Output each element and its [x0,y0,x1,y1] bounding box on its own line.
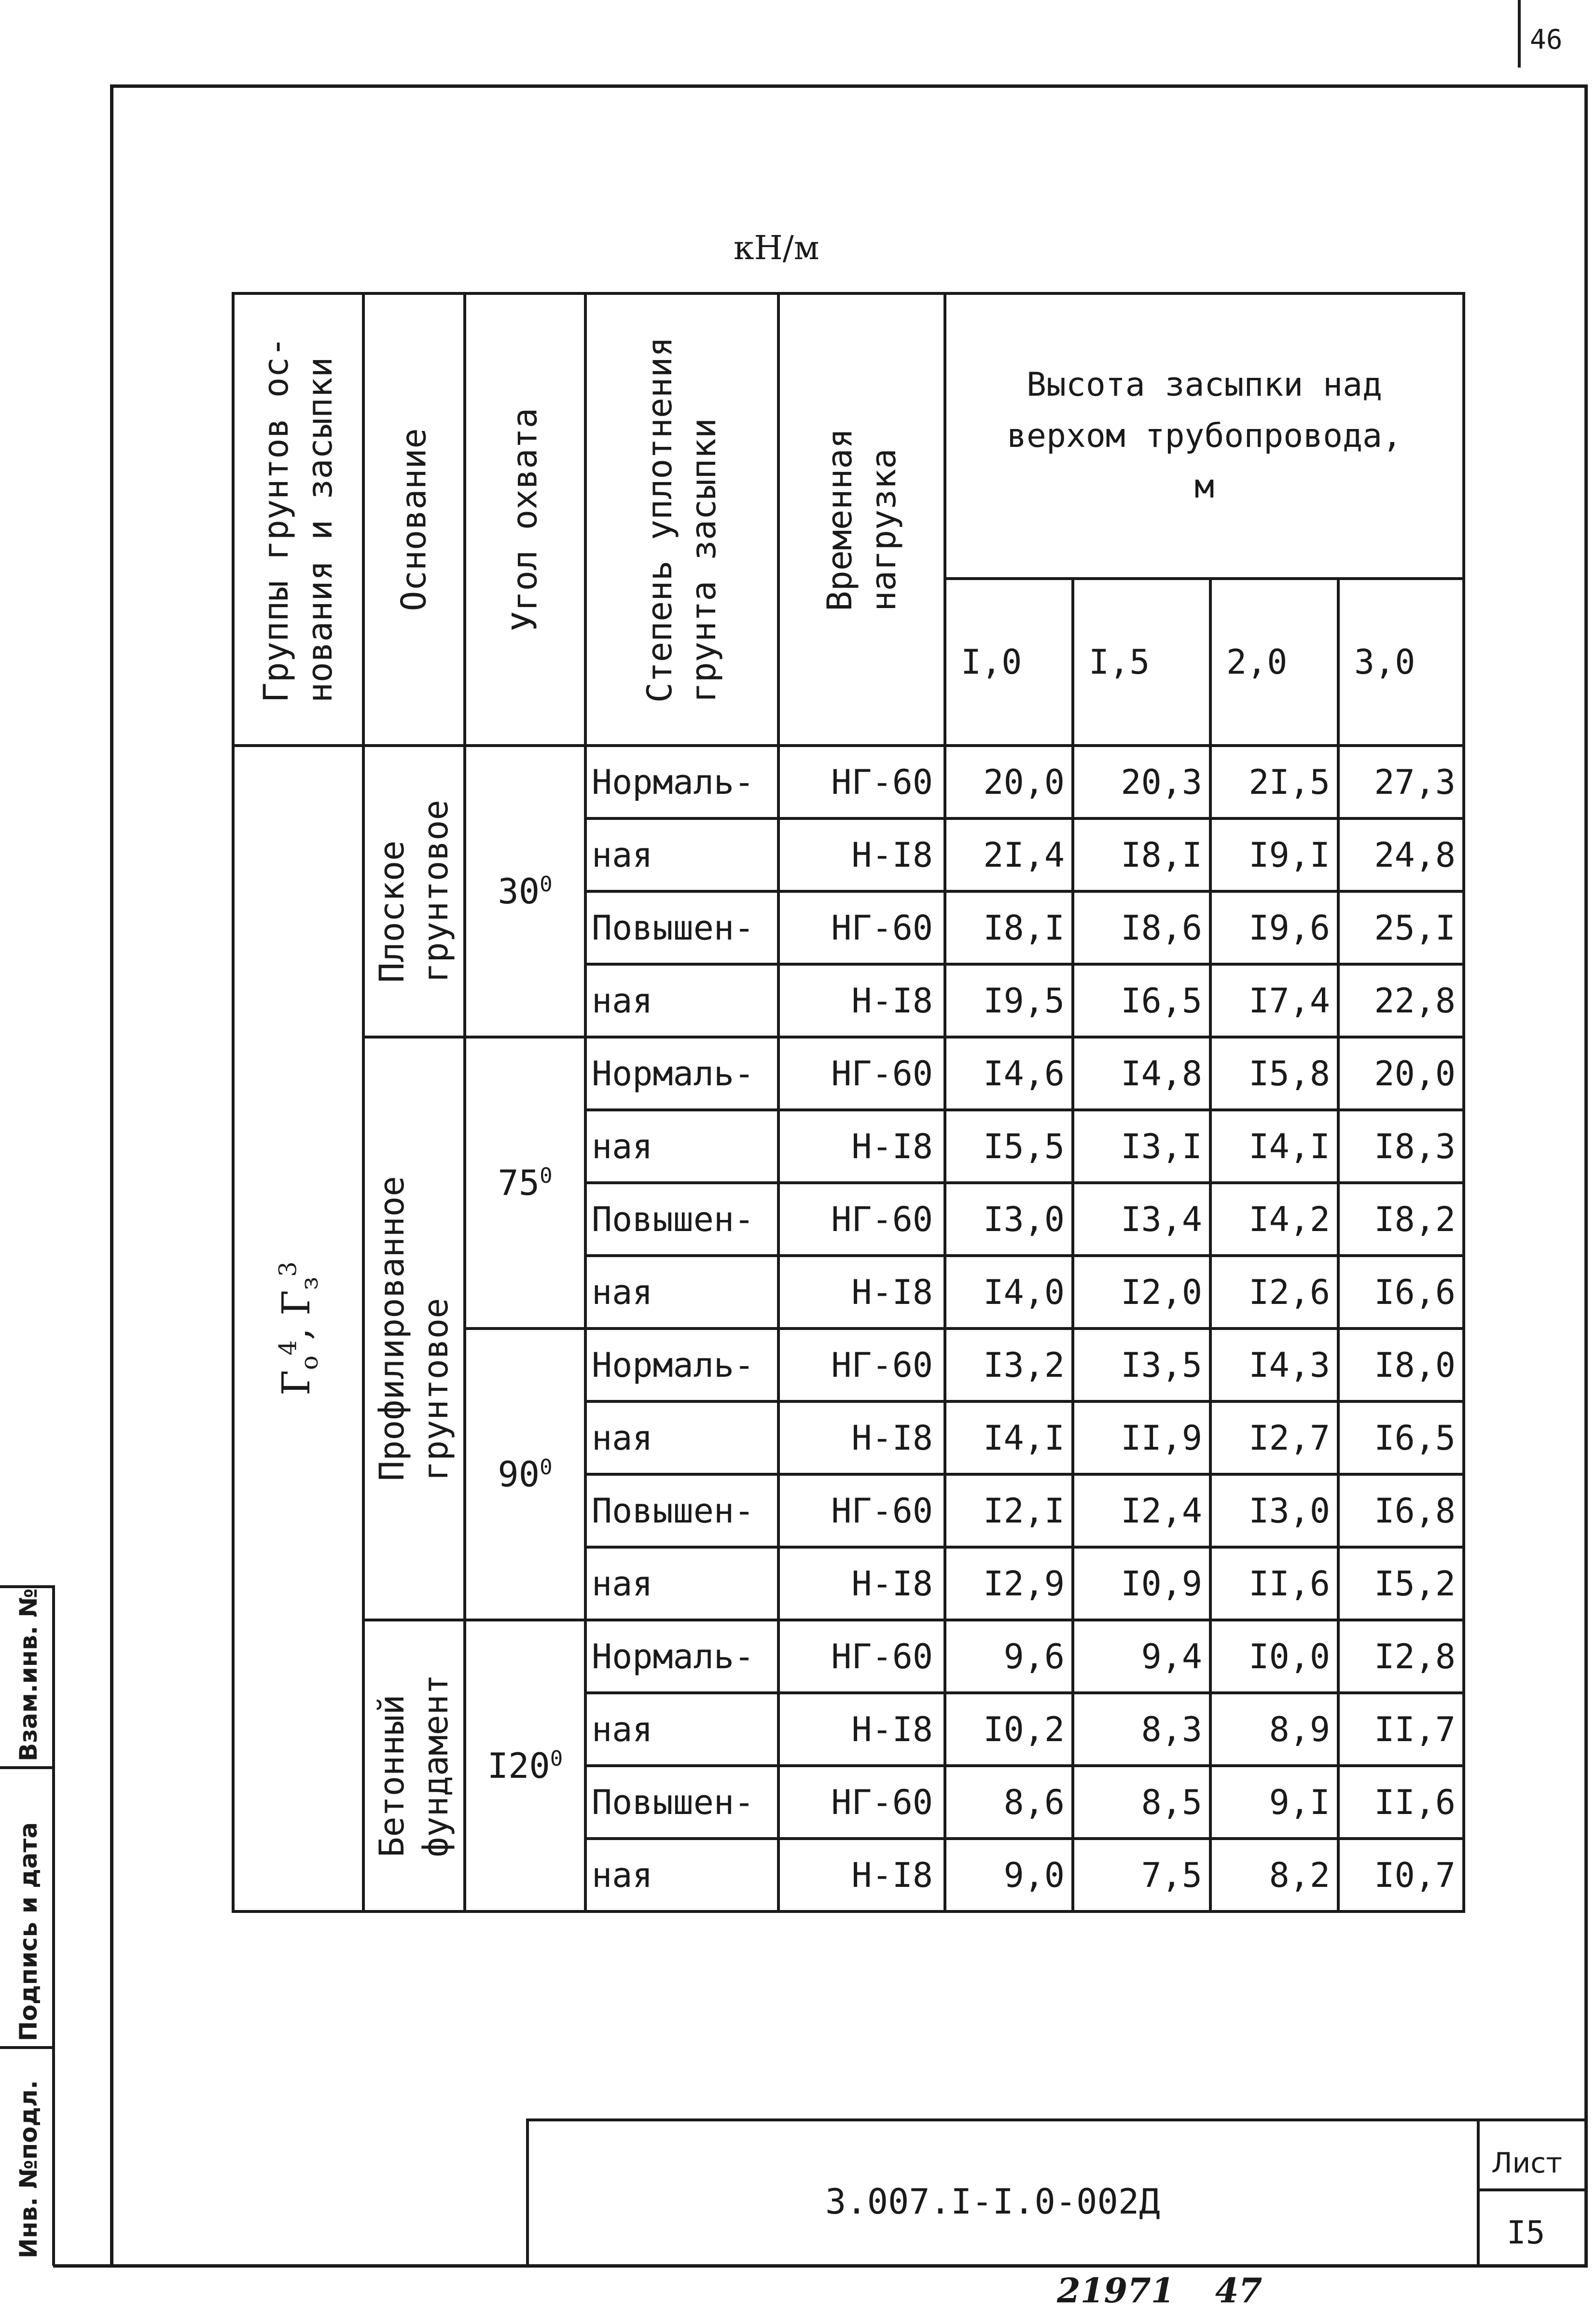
value-cell: I4,0 [945,1256,1073,1329]
load-table [232,292,1465,1913]
titleblock-sheet-mid [1477,2188,1588,2191]
table-row [233,1037,1464,1110]
sheet-label: Лист [1491,2146,1562,2179]
value-cell: II,6 [1210,1547,1338,1620]
compaction-cell: ная [585,1110,778,1183]
value-cell: I2,8 [1338,1620,1464,1693]
value-cell: 20,3 [1073,746,1210,818]
angle-cell [465,1037,585,1329]
value-cell: 7,5 [1073,1839,1210,1911]
load-cell: НГ-60 [778,1474,945,1547]
value-cell: I2,7 [1210,1401,1338,1474]
load-cell: Н-I8 [778,818,945,891]
value-cell: I8,2 [1338,1183,1464,1256]
angle-degree: 0 [540,1163,553,1188]
angle-value: 90 [498,1454,540,1495]
compaction-cell: ная [585,1401,778,1474]
load-cell: НГ-60 [778,1183,945,1256]
units-label: кН/м [734,229,819,267]
header-load-text: Временная нагрузка [819,428,903,611]
header-compaction-text: Степень уплотнения грунта засыпки [640,336,723,703]
angle-cell [465,1329,585,1620]
compaction-cell: Нормаль- [585,1037,778,1110]
handwritten-numbers: 21971 47 [1057,2270,1263,2311]
value-cell: II,9 [1073,1401,1210,1474]
value-cell: I3,5 [1073,1329,1210,1401]
value-cell: I7,4 [1210,964,1338,1037]
page-number-divider [1518,0,1521,68]
stamp-divider-3 [0,2046,55,2049]
value-cell: I3,4 [1073,1183,1210,1256]
base-cell [363,1037,465,1620]
value-cell: I9,I [1210,818,1338,891]
value-cell: I8,0 [1338,1329,1464,1401]
compaction-cell: ная [585,964,778,1037]
group-label-part: о [295,1355,323,1370]
value-cell: I2,I [945,1474,1073,1547]
value-cell: 24,8 [1338,818,1464,891]
group-label-part: Г [274,1290,319,1316]
compaction-cell: Нормаль- [585,1329,778,1401]
value-cell: I6,6 [1338,1256,1464,1329]
base-label: Профилированное грунтовое [372,1176,456,1481]
value-cell: I2,6 [1210,1256,1338,1329]
value-cell: I0,7 [1338,1839,1464,1911]
value-cell: 2I,5 [1210,746,1338,818]
header-groups [233,293,363,746]
value-cell: I2,0 [1073,1256,1210,1329]
value-cell: I8,I [945,891,1073,964]
titleblock-left [526,2118,529,2266]
value-cell: I3,I [1073,1110,1210,1183]
header-compaction [585,293,778,746]
stamp-podpis: Подпись и дата [14,1822,42,2041]
header-height-title [945,293,1464,579]
value-cell: I0,9 [1073,1547,1210,1620]
frame-bottom [53,2264,1588,2268]
value-cell: II,6 [1338,1766,1464,1839]
header-height-title-text: Высота засыпки над верхом трубопровода, м [1007,366,1402,506]
compaction-cell: ная [585,1256,778,1329]
load-cell: Н-I8 [778,1256,945,1329]
header-height-3: 2,0 [1210,579,1338,746]
value-cell: 2I,4 [945,818,1073,891]
value-cell: I2,9 [945,1547,1073,1620]
load-cell: НГ-60 [778,1620,945,1693]
value-cell: I6,8 [1338,1474,1464,1547]
document-number: 3.007.I-I.0-002Д [825,2181,1160,2222]
angle-degree: 0 [550,1746,563,1771]
frame-right [1584,84,1588,2266]
value-cell: II,7 [1338,1693,1464,1766]
value-cell: I0,2 [945,1693,1073,1766]
value-cell: 25,I [1338,891,1464,964]
value-cell: I0,0 [1210,1620,1338,1693]
value-cell: 8,3 [1073,1693,1210,1766]
value-cell: 27,3 [1338,746,1464,818]
group-label-part: з [295,1276,323,1290]
stamp-vertical-line [52,1585,55,2266]
group-cell [233,746,363,1911]
value-cell: 8,5 [1073,1766,1210,1839]
page-number: 46 [1530,24,1563,55]
value-cell: 20,0 [1338,1037,1464,1110]
group-label-part: 3 [274,1261,302,1277]
compaction-cell: Нормаль- [585,1620,778,1693]
value-cell: 9,I [1210,1766,1338,1839]
value-cell: I4,8 [1073,1037,1210,1110]
value-cell: I4,3 [1210,1329,1338,1401]
compaction-cell: ная [585,1839,778,1911]
table-body [233,746,1464,1911]
value-cell: I3,2 [945,1329,1073,1401]
value-cell: I6,5 [1073,964,1210,1037]
compaction-cell: Нормаль- [585,746,778,818]
value-cell: 8,9 [1210,1693,1338,1766]
load-cell: Н-I8 [778,964,945,1037]
value-cell: 9,0 [945,1839,1073,1911]
value-cell: I8,6 [1073,891,1210,964]
sheet-number: I5 [1507,2214,1545,2251]
angle-cell [465,746,585,1037]
compaction-cell: Повышен- [585,1474,778,1547]
header-angle [465,293,585,746]
angle-value: I20 [487,1745,550,1786]
load-cell: НГ-60 [778,1766,945,1839]
load-cell: НГ-60 [778,1037,945,1110]
table-row [233,746,1464,818]
value-cell: 22,8 [1338,964,1464,1037]
load-cell: Н-I8 [778,1110,945,1183]
load-cell: НГ-60 [778,746,945,818]
angle-degree: 0 [540,872,553,897]
header-base-text: Основание [394,428,434,611]
base-label: Бетонный фундамент [372,1674,456,1857]
load-cell: Н-I8 [778,1401,945,1474]
header-height-4: 3,0 [1338,579,1464,746]
compaction-cell: ная [585,818,778,891]
value-cell: 20,0 [945,746,1073,818]
titleblock-top [526,2118,1588,2121]
header-height-2: I,5 [1073,579,1210,746]
load-cell: Н-I8 [778,1547,945,1620]
group-label-part: Г [274,1370,319,1396]
value-cell: I6,5 [1338,1401,1464,1474]
table-row [233,1620,1464,1693]
value-cell: I5,2 [1338,1547,1464,1620]
compaction-cell: ная [585,1547,778,1620]
header-base [363,293,465,746]
load-cell: Н-I8 [778,1839,945,1911]
frame-top [111,84,1588,88]
group-label-part: 4 [274,1340,302,1356]
group-label-part: , [274,1315,319,1341]
stamp-divider-1 [0,1585,55,1588]
frame-left [110,84,113,2266]
base-cell [363,1620,465,1911]
base-label: Плоское грунтовое [372,800,456,983]
stamp-inv-podl: Инв. №подл. [14,2080,42,2258]
value-cell: I8,I [1073,818,1210,891]
value-cell: I8,3 [1338,1110,1464,1183]
value-cell: I9,6 [1210,891,1338,964]
angle-value: 30 [498,871,540,912]
stamp-divider-2 [0,1766,55,1769]
value-cell: I5,8 [1210,1037,1338,1110]
load-cell: НГ-60 [778,891,945,964]
compaction-cell: Повышен- [585,1183,778,1256]
load-cell: НГ-60 [778,1329,945,1401]
base-cell [363,746,465,1037]
value-cell: I5,5 [945,1110,1073,1183]
value-cell: I4,I [945,1401,1073,1474]
value-cell: 8,2 [1210,1839,1338,1911]
value-cell: 8,6 [945,1766,1073,1839]
stamp-vzam: Взам.инв. № [14,1588,42,1761]
header-height-1: I,0 [945,579,1073,746]
value-cell: I4,2 [1210,1183,1338,1256]
value-cell: I4,I [1210,1110,1338,1183]
group-label [271,1261,325,1396]
header-angle-text: Угол охвата [505,407,545,632]
header-load [778,293,945,746]
titleblock-sheet-left [1477,2118,1480,2266]
header-groups-text: Группы грунтов ос- нования и засыпки [256,336,340,703]
angle-cell [465,1620,585,1911]
value-cell: I4,6 [945,1037,1073,1110]
compaction-cell: Повышен- [585,1766,778,1839]
compaction-cell: Повышен- [585,891,778,964]
angle-degree: 0 [540,1455,553,1480]
value-cell: 9,4 [1073,1620,1210,1693]
value-cell: I9,5 [945,964,1073,1037]
value-cell: 9,6 [945,1620,1073,1693]
load-cell: Н-I8 [778,1693,945,1766]
value-cell: I2,4 [1073,1474,1210,1547]
value-cell: I3,0 [1210,1474,1338,1547]
value-cell: I3,0 [945,1183,1073,1256]
angle-value: 75 [498,1163,540,1203]
compaction-cell: ная [585,1693,778,1766]
